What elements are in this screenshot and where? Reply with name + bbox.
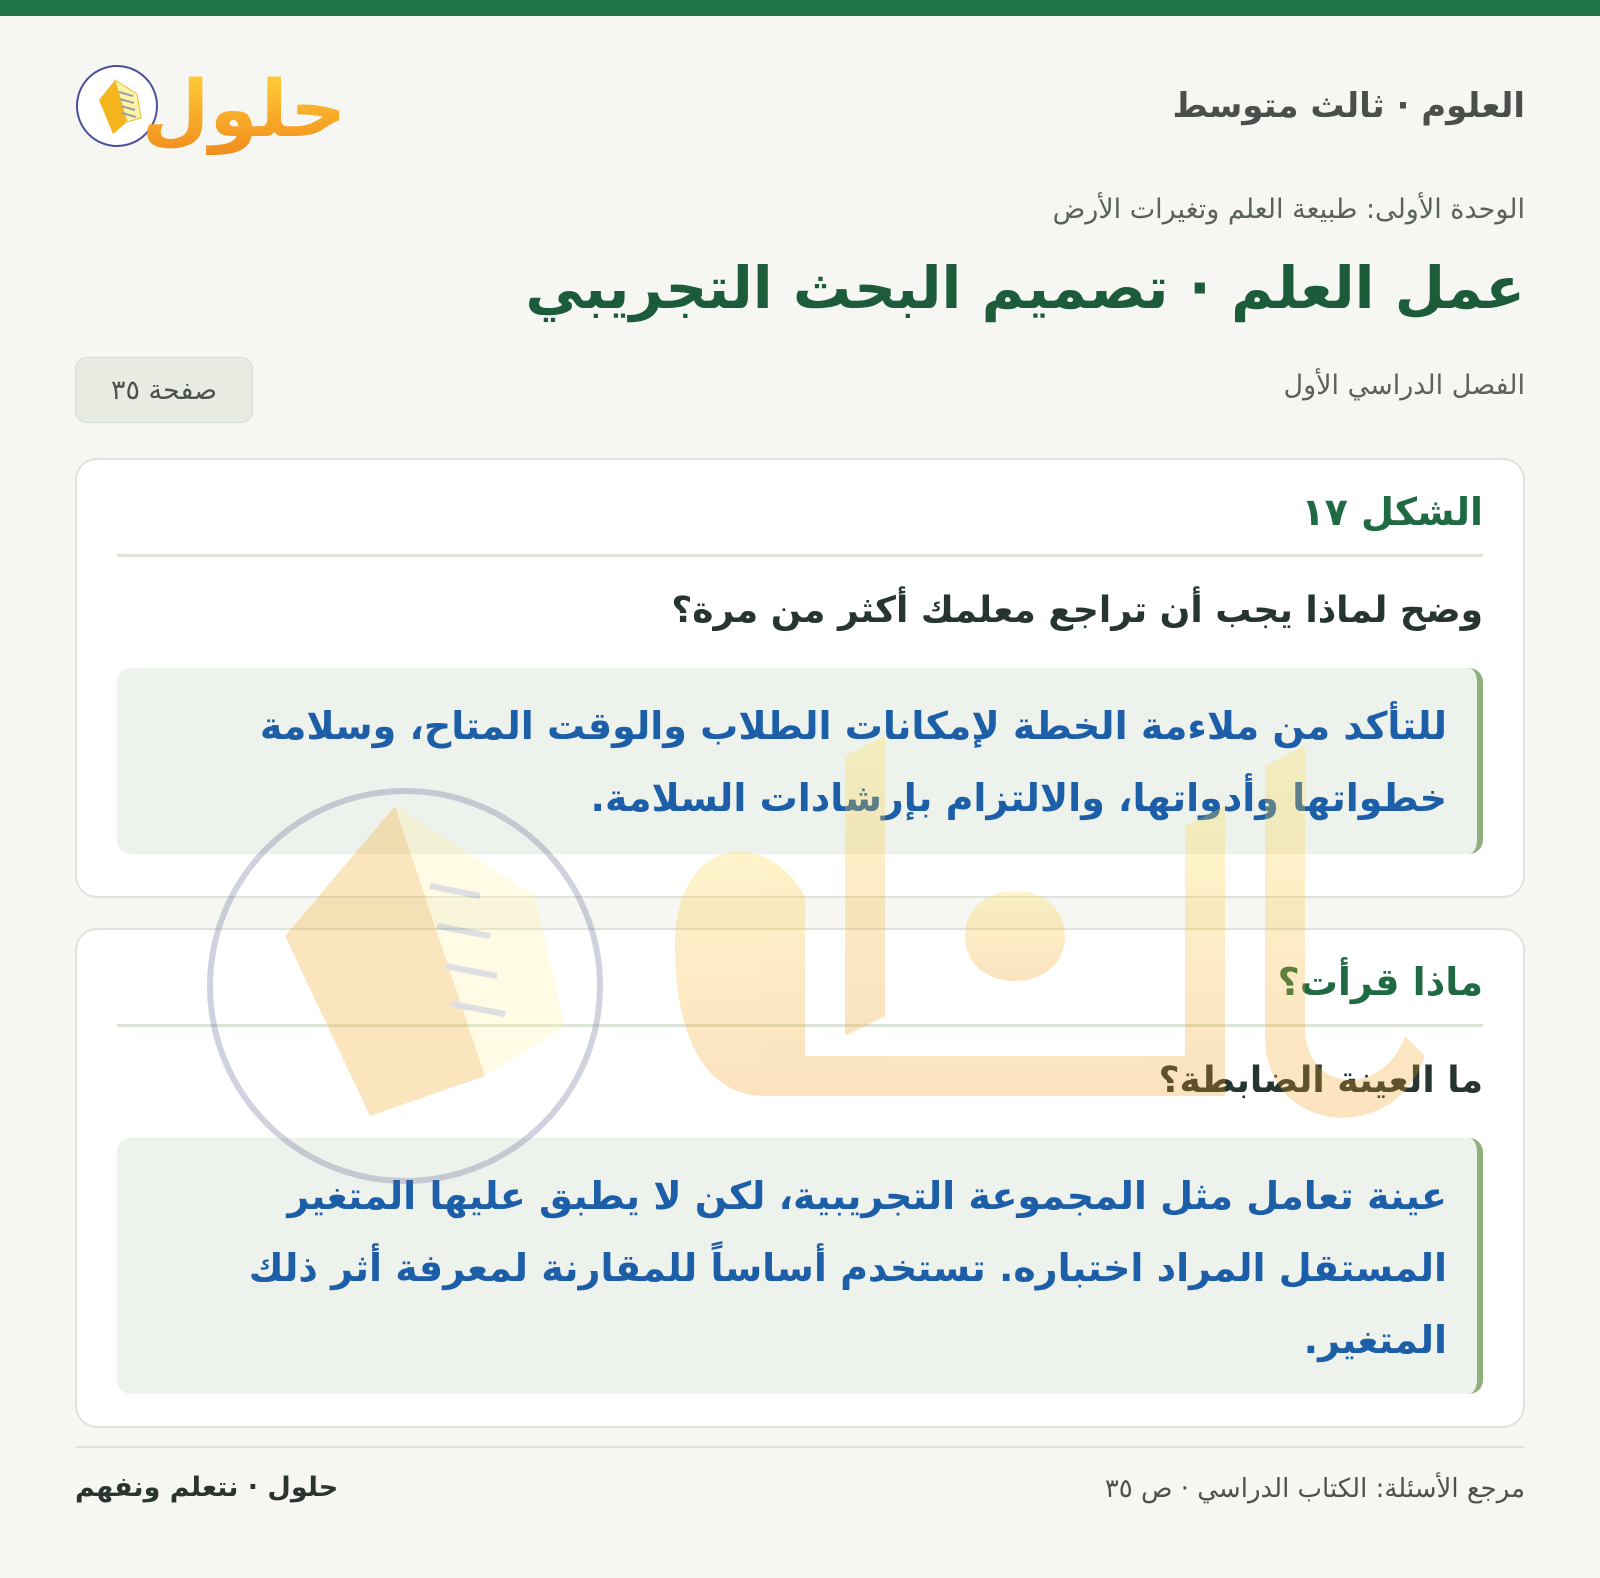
header [75,16,1525,166]
footer-tagline: حلول · نتعلم ونفهم [75,1472,339,1503]
card-title: ماذا قرأت؟ [1277,960,1483,1004]
footer-divider [75,1446,1525,1448]
top-accent-bar [0,0,1600,16]
answer-box: عينة تعامل مثل المجموعة التجريبية، لكن لا يطبق عليها المتغير المستقل المراد اختباره. تستخدم أساساً للمقارنة لمعرفة أثر ذلك المتغير. [117,1138,1483,1394]
logo-text: حلول [141,65,347,155]
footer-reference: مرجع الأسئلة: الكتاب الدراسي · ص ٣٥ [1104,1474,1525,1504]
question-text: ما العينة الضابطة؟ [1158,1060,1483,1101]
site-logo[interactable] [75,56,347,156]
page [75,16,1525,1578]
question-card [75,458,1525,898]
lesson-title: عمل العلم · تصميم البحث التجريبي [525,254,1525,322]
card-header [117,960,1483,1027]
card-header [117,490,1483,557]
answer-box: للتأكد من ملاءمة الخطة لإمكانات الطلاب والوقت المتاح، وسلامة خطواتها وأدواتها، والالتزام بإرشادات السلامة. [117,668,1483,854]
unit-label: الوحدة الأولى: طبيعة العلم وتغيرات الأرض [1052,194,1525,225]
page-badge: صفحة ٣٥ [75,357,253,423]
term-label: الفصل الدراسي الأول [1283,370,1525,401]
question-text: وضح لماذا يجب أن تراجع معلمك أكثر من مرة؟ [671,590,1483,631]
logo-wordmark [141,56,347,156]
subject-title: العلوم · ثالث متوسط [1172,86,1525,126]
card-title: الشكل ١٧ [1301,490,1483,534]
question-card [75,928,1525,1428]
